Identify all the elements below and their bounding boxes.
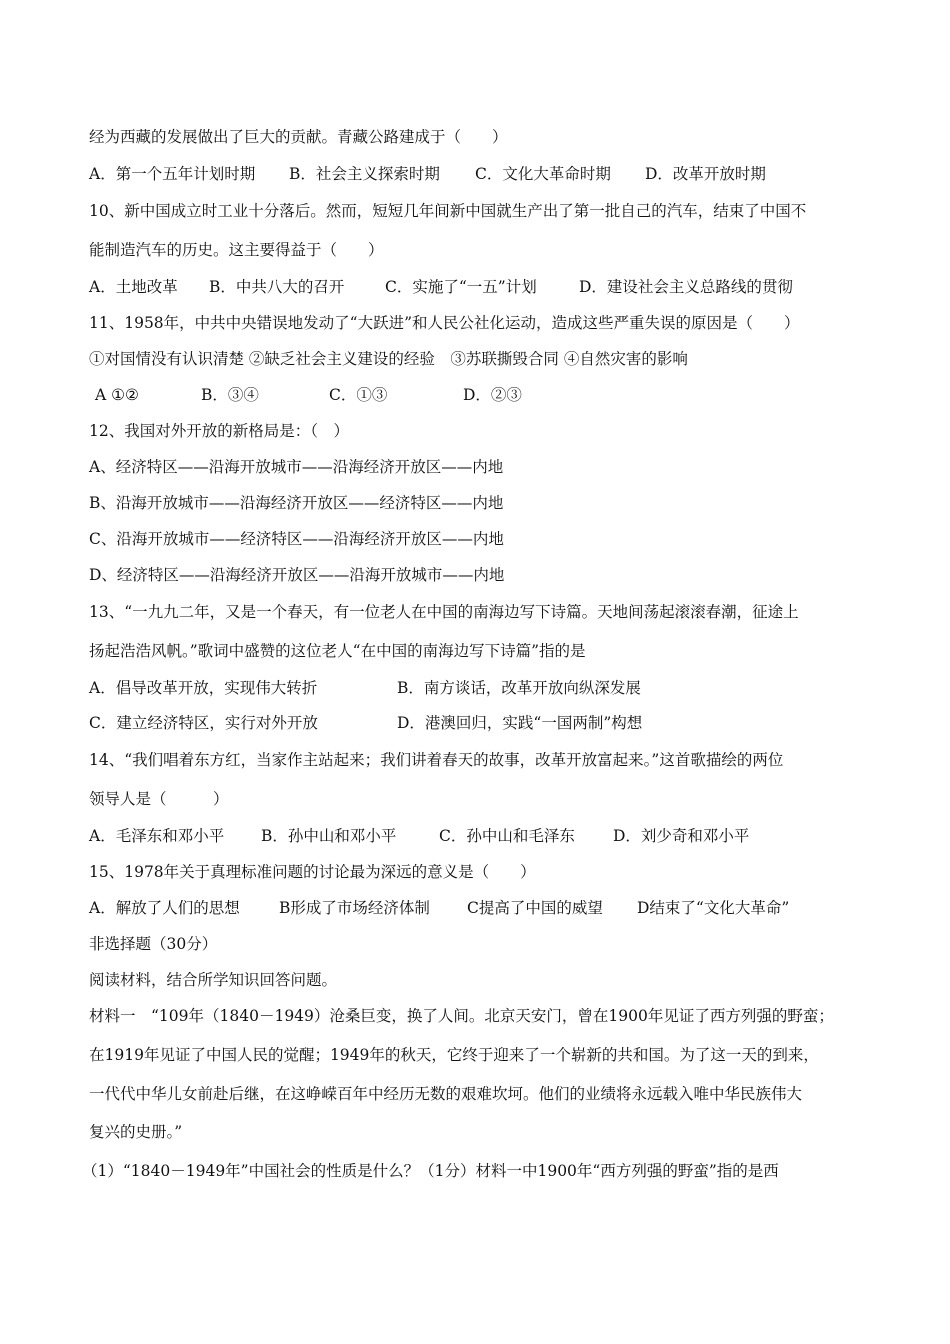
section-title: 非选择题（30分） — [89, 935, 218, 953]
q13-options-row1 — [89, 678, 890, 698]
q12-stem: 12、我国对外开放的新格局是：（ ） — [89, 422, 349, 440]
q12-option-b: B、沿海开放城市——沿海经济开放区——经济特区——内地 — [89, 494, 504, 512]
q11-items: ①对国情没有认识清楚 ②缺乏社会主义建设的经验 ③苏联撕毁合同 ④自然灾害的影响 — [89, 350, 688, 368]
q15-option-c: C提高了中国的威望 — [467, 899, 603, 917]
q10-option-a: A．土地改革 — [89, 278, 178, 296]
q14-option-c: C．孙中山和毛泽东 — [439, 827, 575, 845]
q14-option-d: D．刘少奇和邓小平 — [613, 827, 750, 845]
q10-option-c: C．实施了“一五”计划 — [385, 278, 537, 296]
q12-option-a: A、经济特区——沿海开放城市——沿海经济开放区——内地 — [89, 458, 504, 476]
material1-line4: 复兴的史册。” — [89, 1123, 183, 1141]
q10-stem-line2: 能制造汽车的历史。这主要得益于（ ） — [89, 241, 384, 259]
q11-option-a: A ①② — [95, 386, 139, 404]
material1-question1: （1）“1840－1949年”中国社会的性质是什么？（1分）材料一中1900年“西方列强的野蛮”指的是西 — [82, 1162, 779, 1180]
q11-option-d: D．②③ — [463, 386, 522, 404]
q14-stem-line2: 领导人是（ ） — [89, 790, 229, 808]
q14-option-a: A．毛泽东和邓小平 — [89, 827, 225, 845]
q12-option-d: D、经济特区——沿海经济开放区——沿海开放城市——内地 — [89, 566, 505, 584]
q10-stem-line1: 10、新中国成立时工业十分落后。然而，短短几年间新中国就生产出了第一批自己的汽车，结束了中国不 — [89, 202, 807, 220]
q15-options — [89, 898, 890, 918]
q13-option-b: B．南方谈话，改革开放向纵深发展 — [397, 679, 641, 697]
material1-line1: 材料一 “109年（1840－1949）沧桑巨变，换了人间。北京天安门，曾在1900年见证了西方列强的野蛮； — [89, 1007, 834, 1025]
q9-option-b: B．社会主义探索时期 — [289, 165, 440, 183]
q11-option-c: C．①③ — [329, 386, 388, 404]
q13-options-row2 — [89, 713, 890, 733]
q9-stem-tail: 经为西藏的发展做出了巨大的贡献。青藏公路建成于（ ） — [89, 128, 508, 146]
q14-options — [89, 826, 890, 846]
q13-stem-line2: 扬起浩浩风帆。”歌词中盛赞的这位老人“在中国的南海边写下诗篇”指的是 — [89, 642, 586, 660]
q10-options — [89, 277, 890, 297]
q15-option-a: A．解放了人们的思想 — [89, 899, 240, 917]
q14-stem-line1: 14、“我们唱着东方红，当家作主站起来；我们讲着春天的故事，改革开放富起来。”这首歌描绘的两位 — [89, 751, 784, 769]
q12-option-c: C、沿海开放城市——经济特区——沿海经济开放区——内地 — [89, 530, 504, 548]
q15-stem: 15、1978年关于真理标准问题的讨论最为深远的意义是（ ） — [89, 863, 536, 881]
q9-option-a: A．第一个五年计划时期 — [89, 165, 256, 183]
section-instruction: 阅读材料，结合所学知识回答问题。 — [89, 971, 338, 989]
q9-option-c: C．文化大革命时期 — [475, 165, 611, 183]
q9-option-d: D．改革开放时期 — [645, 165, 766, 183]
q10-option-d: D．建设社会主义总路线的贯彻 — [579, 278, 793, 296]
q11-options — [95, 385, 890, 405]
q13-option-a: A．倡导改革开放，实现伟大转折 — [89, 679, 318, 697]
q13-option-d: D．港澳回归，实践“一国两制”构想 — [397, 714, 643, 732]
q14-option-b: B．孙中山和邓小平 — [261, 827, 397, 845]
q15-option-d: D结束了“文化大革命” — [637, 899, 790, 917]
q15-option-b: B形成了市场经济体制 — [279, 899, 430, 917]
q13-stem-line1: 13、“一九九二年，又是一个春天，有一位老人在中国的南海边写下诗篇。天地间荡起滚滚春潮，征途上 — [89, 603, 799, 621]
q10-option-b: B．中共八大的召开 — [209, 278, 345, 296]
q11-stem: 11、1958年，中共中央错误地发动了“大跃进”和人民公社化运动，造成这些严重失误的原因是（ ） — [89, 314, 800, 332]
q11-option-b: B．③④ — [201, 386, 259, 404]
q13-option-c: C．建立经济特区，实行对外开放 — [89, 714, 318, 732]
material1-line3: 一代代中华儿女前赴后继，在这峥嵘百年中经历无数的艰难坎坷。他们的业绩将永远载入唯中华民族伟大 — [89, 1085, 803, 1103]
material1-line2: 在1919年见证了中国人民的觉醒；1949年的秋天，它终于迎来了一个崭新的共和国。为了这一天的到来， — [89, 1046, 819, 1064]
q9-options — [89, 164, 890, 184]
